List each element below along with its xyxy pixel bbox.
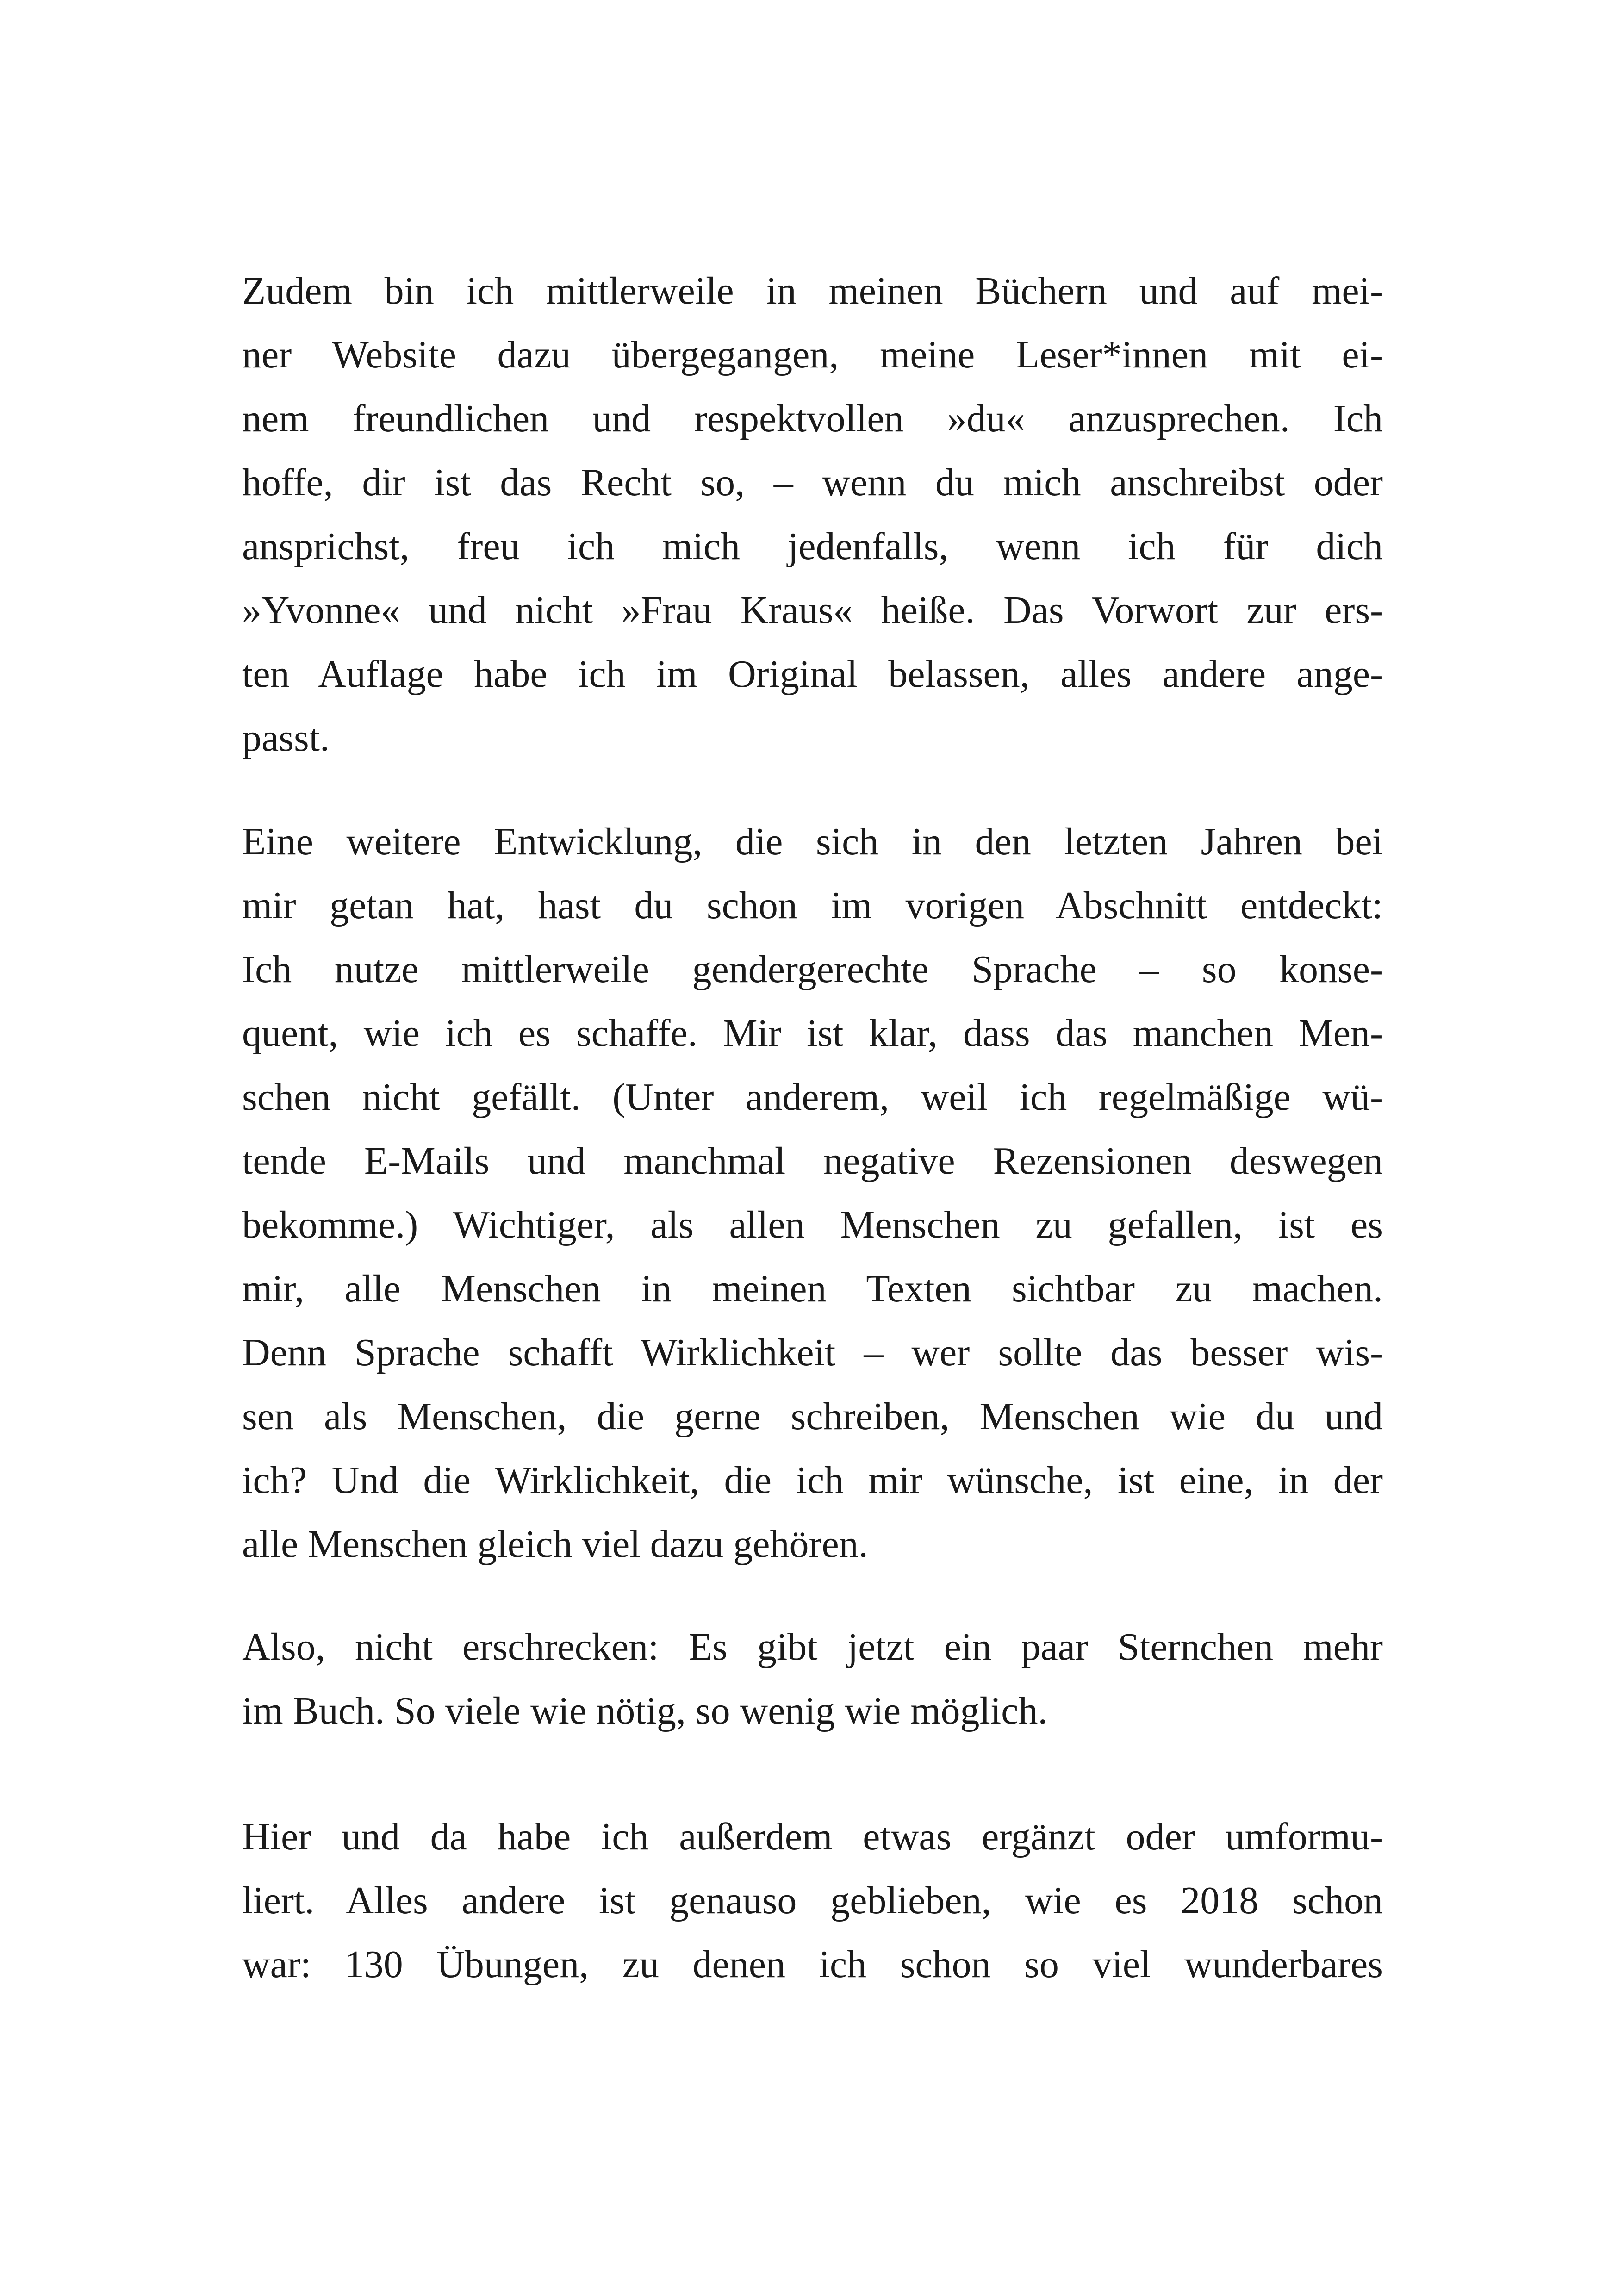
text-line: ansprichst, freu ich mich jedenfalls, wenn ich für dich: [242, 525, 1383, 568]
text-line: Denn Sprache schafft Wirklichkeit – wer sollte das besser wis-: [242, 1331, 1383, 1374]
text-line: war: 130 Übungen, zu denen ich schon so viel wunderbares: [242, 1943, 1383, 1986]
text-line: alle Menschen gleich viel dazu gehören.: [242, 1523, 868, 1566]
text-line: schen nicht gefällt. (Unter anderem, weil ich regelmäßige wü-: [242, 1076, 1383, 1119]
paragraph-1: [242, 259, 1383, 770]
text-line: passt.: [242, 716, 330, 759]
paragraph-4: [242, 1805, 1383, 1997]
text-line: Eine weitere Entwicklung, die sich in den letzten Jahren bei: [242, 820, 1383, 863]
text-line: quent, wie ich es schaffe. Mir ist klar, dass das manchen Men-: [242, 1012, 1383, 1055]
paragraph-3: [242, 1615, 1383, 1743]
text-line: mir, alle Menschen in meinen Texten sichtbar zu machen.: [242, 1267, 1383, 1310]
text-line: Ich nutze mittlerweile gendergerechte Sprache – so konse-: [242, 948, 1383, 991]
text-line: »Yvonne« und nicht »Frau Kraus« heiße. Das Vorwort zur ers-: [242, 589, 1383, 632]
text-line: nem freundlichen und respektvollen »du« anzusprechen. Ich: [242, 397, 1383, 440]
text-line: Zudem bin ich mittlerweile in meinen Büchern und auf mei-: [242, 269, 1383, 312]
paragraph-2: [242, 810, 1383, 1576]
text-line: mir getan hat, hast du schon im vorigen Abschnitt entdeckt:: [242, 884, 1383, 927]
text-line: ner Website dazu übergegangen, meine Leser*innen mit ei-: [242, 333, 1383, 376]
text-line: ten Auflage habe ich im Original belassen, alles andere ange-: [242, 653, 1383, 696]
text-line: sen als Menschen, die gerne schreiben, Menschen wie du und: [242, 1395, 1383, 1438]
text-line: liert. Alles andere ist genauso geblieben, wie es 2018 schon: [242, 1879, 1383, 1922]
text-line: hoffe, dir ist das Recht so, – wenn du mich anschreibst oder: [242, 461, 1383, 504]
text-line: bekomme.) Wichtiger, als allen Menschen zu gefallen, ist es: [242, 1203, 1383, 1246]
text-line: ich? Und die Wirklichkeit, die ich mir wünsche, ist eine, in der: [242, 1459, 1383, 1502]
text-line: Hier und da habe ich außerdem etwas ergänzt oder umformu-: [242, 1815, 1383, 1858]
text-line: tende E-Mails und manchmal negative Rezensionen deswegen: [242, 1139, 1383, 1182]
text-line: im Buch. So viele wie nötig, so wenig wie möglich.: [242, 1689, 1048, 1732]
text-line: Also, nicht erschrecken: Es gibt jetzt ein paar Sternchen mehr: [242, 1625, 1383, 1668]
